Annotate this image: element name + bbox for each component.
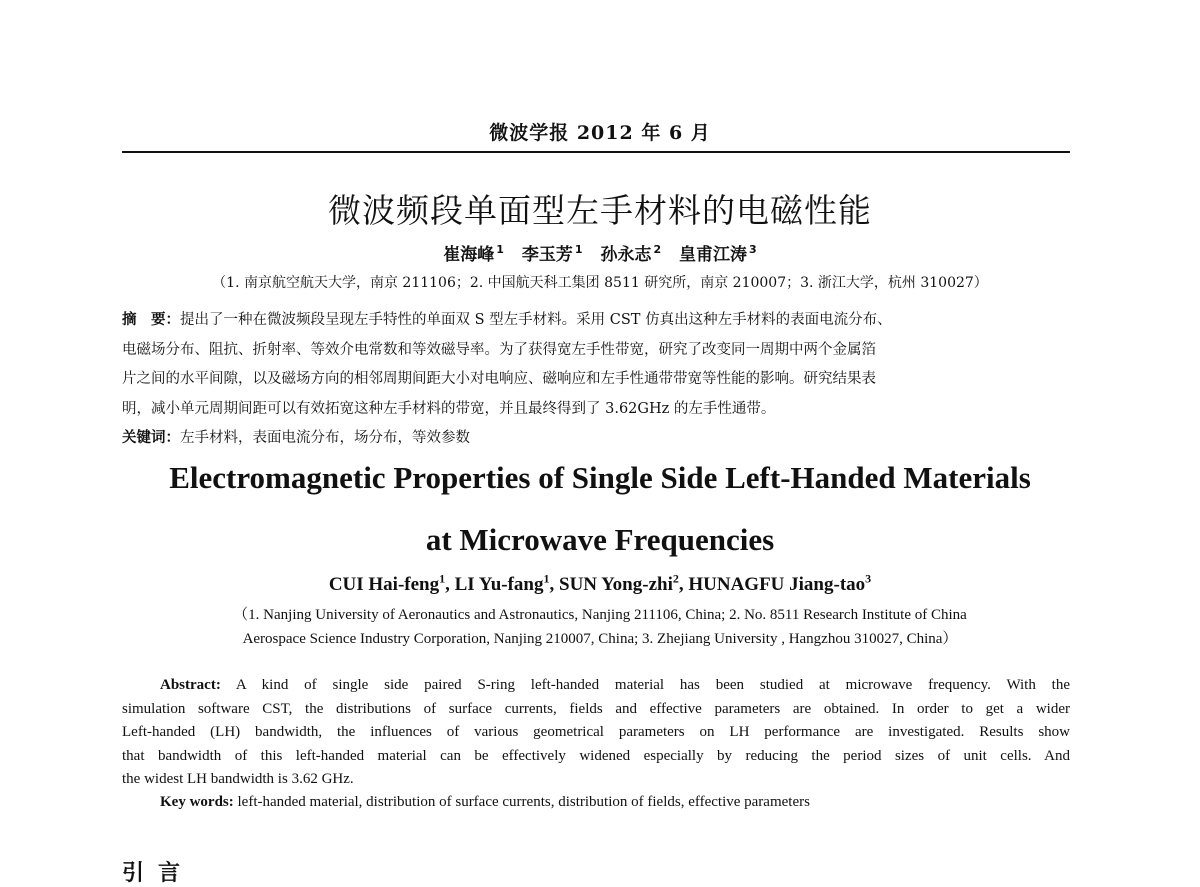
- cn-title: 微波频段单面型左手材料的电磁性能: [328, 191, 872, 230]
- en-author: CUI Hai-feng$^1$,: [328, 572, 455, 596]
- en-abstract-line: Left-handed (LH) bandwidth, the influences of various geometrical parameters on LH performance are investigated. Results show: [122, 724, 1070, 740]
- cn-abstract-line: 提出了一种在微波频段呈现左手特性的单面双 S 型左手材料。采用 CST 仿真出这种左手材料的表面电流分布、: [180, 312, 892, 328]
- en-affiliation-line2: Aerospace Science Industry Corporation, Nanjing 210007, China; 3. Zhejiang University , Hangzhou 310027, China）: [242, 631, 958, 647]
- header-rule: [122, 151, 1070, 153]
- en-author: LI Yu-fang$^1$,: [454, 572, 560, 596]
- cn-abstract: [122, 305, 1072, 424]
- en-abstract-line: that bandwidth of this left-handed material can be effectively widened especially by reducing the period sizes of unit cells. And: [122, 747, 1070, 764]
- en-abstract: [122, 674, 1070, 792]
- en-author: HUNAGFU Jiang-tao$^3$: [688, 572, 872, 596]
- en-keywords: [160, 794, 810, 811]
- en-abstract-line: the widest LH bandwidth is 3.62 GHz.: [122, 771, 354, 787]
- en-keywords-label: Key words:: [160, 794, 234, 810]
- en-title-line2: at Microwave Frequencies: [425, 522, 775, 557]
- en-authors: [0, 572, 1200, 596]
- section-heading: 引言: [122, 861, 195, 886]
- cn-keywords: [122, 426, 470, 447]
- journal-header: 微波学报 2012 年 6 月: [489, 122, 711, 144]
- cn-keywords-text: 左手材料，表面电流分布，场分布，等效参数: [180, 430, 470, 446]
- en-abstract-line: A kind of single side paired S-ring left-handed material has been studied at microwave frequency. With the: [235, 677, 1070, 693]
- en-abstract-line: simulation software CST, the distributions of surface currents, fields and effective parameters are obtained. In order to get a wider: [122, 700, 1070, 717]
- en-author: SUN Yong-zhi$^2$,: [559, 572, 689, 596]
- en-title-line1: Electromagnetic Properties of Single Side Left-Handed Materials: [169, 460, 1031, 495]
- cn-authors: [0, 240, 1200, 265]
- cn-abstract-label: 摘 要：: [122, 311, 180, 328]
- cn-abstract-line: 片之间的水平间隙，以及磁场方向的相邻周期间距大小对电响应、磁响应和左手性通带带宽等性能的影响。研究结果表: [122, 371, 876, 387]
- en-abstract-label: Abstract:: [160, 677, 221, 693]
- cn-abstract-line: 明，减小单元周期间距可以有效拓宽这种左手材料的带宽，并且最终得到了 3.62GHz 的左手性通带。: [122, 400, 776, 417]
- cn-author: 皇甫江涛 $^3$: [679, 243, 757, 265]
- cn-author: 李玉芳 $^1$: [521, 243, 583, 265]
- cn-affiliations: （1. 南京航空航天大学，南京 211106；2. 中国航天科工集团 8511 研究所，南京 210007；3. 浙江大学，杭州 310027）: [212, 275, 988, 291]
- cn-abstract-line: 电磁场分布、阻抗、折射率、等效介电常数和等效磁导率。为了获得宽左手性带宽，研究了改变同一周期中两个金属箔: [122, 341, 876, 358]
- en-affiliation-line1: （1. Nanjing University of Aeronautics and Astronautics, Nanjing 211106, China; 2. No. 8511 Research Institute of China: [233, 607, 967, 623]
- cn-author: 孙永志 $^2$: [600, 243, 662, 265]
- cn-author: 崔海峰 $^1$: [443, 243, 504, 265]
- en-keywords-text: left-handed material, distribution of surface currents, distribution of fields, effective parameters: [237, 794, 810, 810]
- cn-keywords-label: 关键词：: [122, 429, 180, 446]
